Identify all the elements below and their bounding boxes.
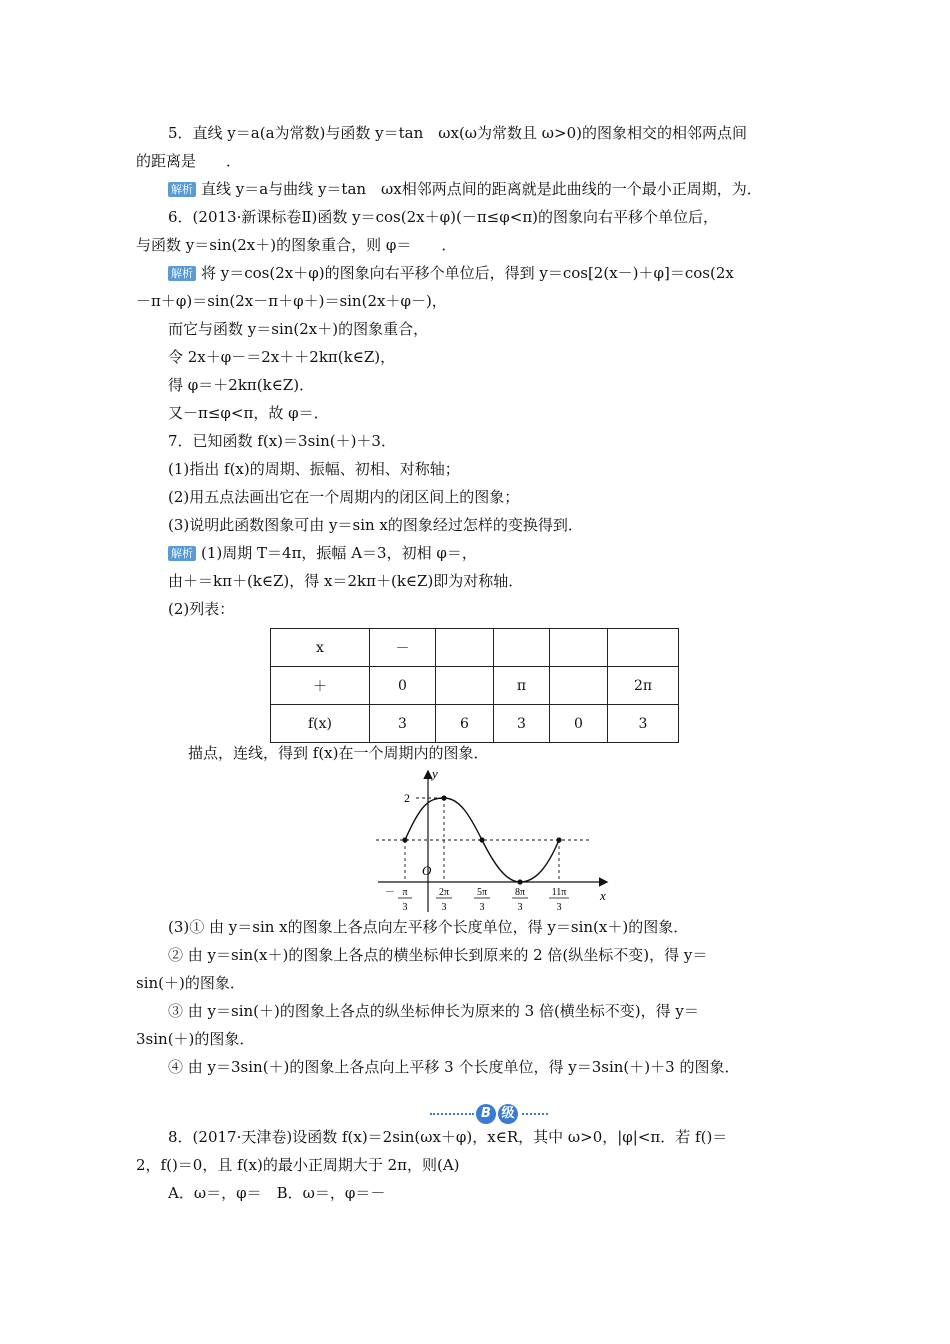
q8-line1: 8．(2017·天津卷)设函数 f(x)＝2sin(ωx＋φ)，x∈R，其中 ω>0，|φ|<π．若 f()＝ [168, 1128, 728, 1146]
table-cell: 3 [608, 705, 679, 743]
q5-line2: 的距离是 ． [136, 152, 242, 170]
solution-badge: 解析 [168, 182, 196, 197]
q6-solution-2: －π＋φ)＝sin(2x－π＋φ＋)＝sin(2x＋φ－)， [136, 292, 447, 310]
table-cell: 3 [494, 705, 550, 743]
solution-badge: 解析 [168, 266, 196, 281]
table-cell: 3 [370, 705, 436, 743]
q7-part2: (2)用五点法画出它在一个周期内的闭区间上的图象； [168, 488, 520, 506]
x-tick-num: 8π [514, 887, 526, 898]
table-row [271, 629, 679, 667]
table-row [271, 705, 679, 743]
table-cell: 6 [436, 705, 494, 743]
table-cell [550, 667, 608, 705]
table-cell: x [271, 629, 370, 667]
key-point [556, 837, 561, 842]
x-tick-den: 3 [517, 902, 523, 913]
table-cell: 0 [370, 667, 436, 705]
value-table [270, 628, 679, 743]
q7-step-2b: sin(＋)的图象． [136, 974, 245, 992]
q6-solution-3: 而它与函数 y＝sin(2x＋)的图象重合， [168, 320, 429, 338]
level-char: 级 [498, 1104, 518, 1124]
table-row [271, 667, 679, 705]
table-cell [608, 629, 679, 667]
x-tick-den: 3 [441, 902, 447, 913]
x-tick-num: 5π [476, 887, 488, 898]
table-cell: π [494, 667, 550, 705]
y-tick-label: 2 [404, 791, 410, 805]
q6-line2: 与函数 y＝sin(2x＋)的图象重合，则 φ＝ ． [136, 236, 457, 254]
x-tick-den: 3 [556, 902, 562, 913]
q7-step-2a: ② 由 y＝sin(x＋)的图象上各点的横坐标伸长到原来的 2 倍(纵坐标不变)，得 y＝ [168, 946, 708, 964]
q7-step-3b: 3sin(＋)的图象． [136, 1030, 255, 1048]
q6-line1: 6．(2013·新课标卷Ⅱ)函数 y＝cos(2x＋φ)(－π≤φ<π)的图象向右平移个单位后， [168, 208, 719, 226]
table-cell: 2π [608, 667, 679, 705]
level-b-header [430, 1100, 550, 1128]
q7-part3: (3)说明此函数图象可由 y＝sin x的图象经过怎样的变换得到． [168, 516, 583, 534]
q8-options: A．ω＝，φ＝ B．ω＝，φ＝－ [168, 1184, 386, 1202]
x-tick-neg: － [385, 887, 395, 898]
q6-solution-4: 令 2x＋φ－＝2x＋＋2kπ(k∈Z)， [168, 348, 396, 366]
y-axis-label: y [432, 766, 438, 781]
origin-label: O [422, 863, 432, 878]
q7-solution-2: 由＋＝kπ＋(k∈Z)，得 x＝2kπ＋(k∈Z)即为对称轴． [168, 572, 524, 590]
q7-step-4: ④ 由 y＝3sin(＋)的图象上各点向上平移 3 个长度单位，得 y＝3sin(＋)＋3 的图象． [168, 1058, 740, 1076]
x-tick-den: 3 [479, 902, 485, 913]
x-tick-num: 11π [551, 887, 567, 898]
sine-graph [370, 766, 620, 918]
q7-solution-4: 描点，连线，得到 f(x)在一个周期内的图象． [188, 744, 489, 762]
q5-line1: 5．直线 y＝a(a为常数)与函数 y＝tan ωx(ω为常数且 ω>0)的图象相交的相邻两点间 [168, 124, 747, 142]
q7-solution-1 [168, 543, 477, 563]
table-cell [436, 629, 494, 667]
q7-solution-text: (1)周期 T＝4π，振幅 A＝3，初相 φ＝， [201, 544, 477, 562]
q8-line2: 2，f()＝0，且 f(x)的最小正周期大于 2π，则(A) [136, 1156, 460, 1174]
q5-solution [168, 179, 762, 199]
table-cell: － [370, 629, 436, 667]
q7-part1: (1)指出 f(x)的周期、振幅、初相、对称轴； [168, 460, 460, 478]
solution-badge: 解析 [168, 546, 196, 561]
x-axis-label: x [600, 888, 606, 903]
key-point [402, 837, 407, 842]
q7-solution-3: (2)列表： [168, 600, 235, 618]
key-point [479, 837, 484, 842]
level-letter: B [476, 1104, 496, 1124]
x-tick-num: π [402, 887, 408, 898]
q7-step-1: (3)① 由 y＝sin x的图象上各点向左平移个长度单位，得 y＝sin(x＋)的图象． [168, 918, 689, 936]
table-cell: 0 [550, 705, 608, 743]
q6-solution-text: 将 y＝cos(2x＋φ)的图象向右平移个单位后，得到 y＝cos[2(x－)＋φ]＝cos(2x [201, 264, 734, 282]
q6-solution-5: 得 φ＝＋2kπ(k∈Z)． [168, 376, 315, 394]
q7-stem: 7．已知函数 f(x)＝3sin(＋)＋3． [168, 432, 396, 450]
q6-solution-6: 又－π≤φ<π，故 φ＝． [168, 404, 329, 422]
q5-solution-text: 直线 y＝a与曲线 y＝tan ωx相邻两点间的距离就是此曲线的一个最小正周期，为． [201, 180, 762, 198]
table-cell: ＋ [271, 667, 370, 705]
table-cell [494, 629, 550, 667]
table-cell [550, 629, 608, 667]
key-point [441, 795, 446, 800]
table-cell [436, 667, 494, 705]
x-tick-den: 3 [402, 902, 408, 913]
q7-step-3a: ③ 由 y＝sin(＋)的图象上各点的纵坐标伸长为原来的 3 倍(横坐标不变)，得 y＝ [168, 1002, 699, 1020]
x-tick-num: 2π [438, 887, 450, 898]
q6-solution-1 [168, 263, 734, 283]
table-cell: f(x) [271, 705, 370, 743]
key-point [517, 879, 522, 884]
